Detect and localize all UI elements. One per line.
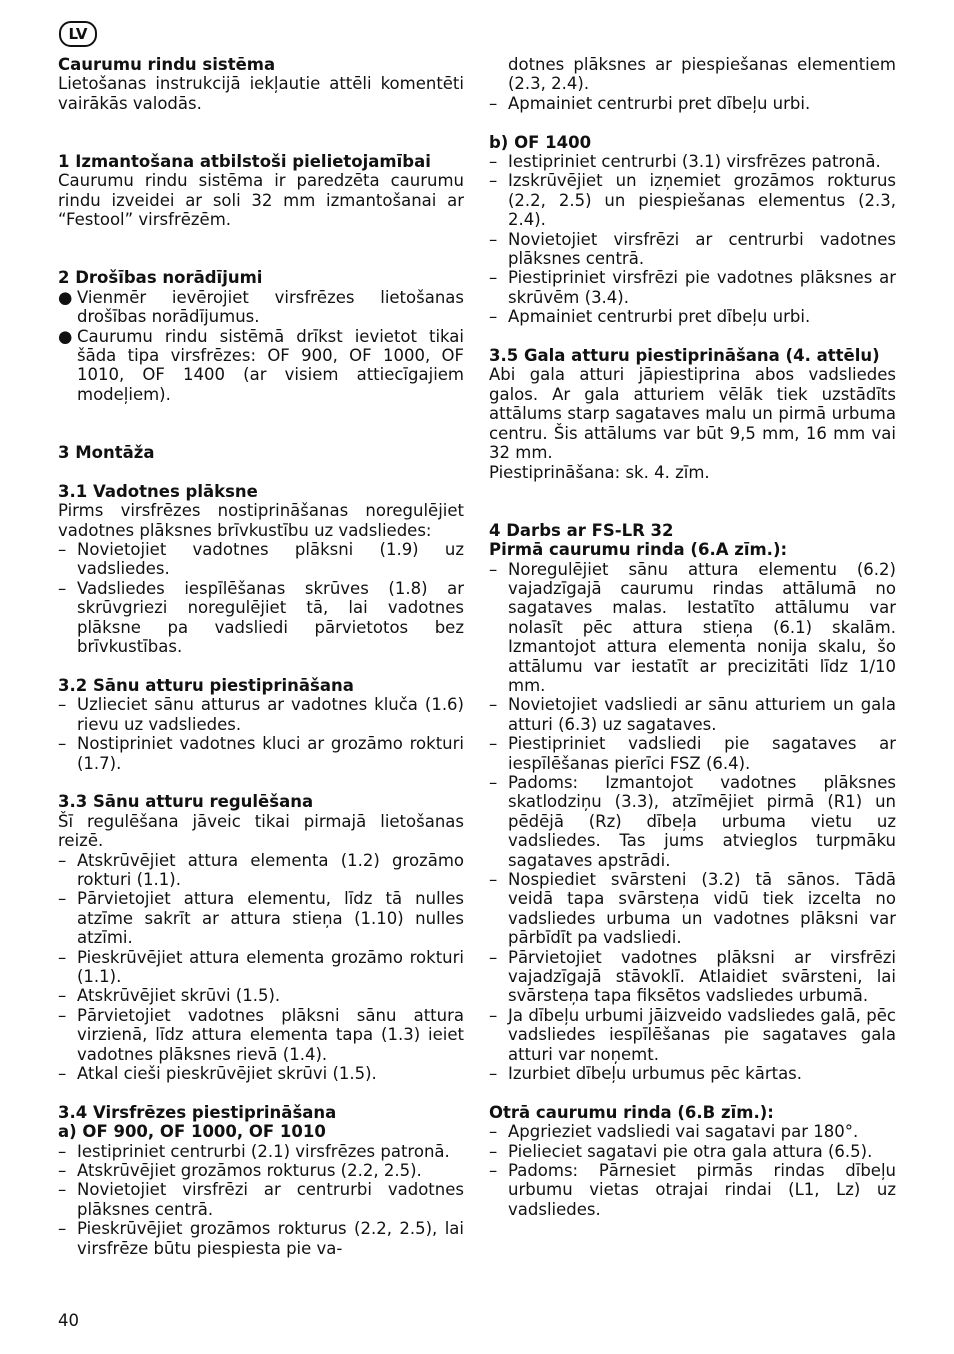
list-item: – Padoms: Izmantojot vadotnes plāksnes skatlodziņu (3.3), atzīmējiet pirmā (R1) un pēdējā (Rz) dībeļa urbuma vietu uz vadsliedes. Tas jums atvieglos turpmāku sagataves apstrādi. — [489, 772, 896, 870]
list-item: – Ja dībeļu urbumi jāizveido vadsliedes galā, pēc vadsliedes iespīlēšanas pie sagataves gala atturi var noņemt. — [489, 1005, 896, 1064]
list-item-continued: dotnes plāksnes ar piespiešanas elementiem (2.3, 2.4). — [508, 55, 896, 94]
section-2-heading: 2 Drošības norādījumi — [58, 268, 263, 288]
list-item: – Novietojiet vadsliedi ar sānu atturiem un gala atturi (6.3) uz sagataves. — [489, 695, 896, 734]
intro-text: Lietošanas instrukcijā iekļautie attēli komentēti vairākās valodās. — [58, 74, 464, 113]
list-item: – Nostipriniet vadotnes kluci ar grozāmo rokturi (1.7). — [58, 734, 464, 773]
right-column — [489, 55, 896, 1219]
list-item: – Vadsliedes iespīlēšanas skrūves (1.8) ar skrūvgriezi noregulējiet tā, lai vadotnes plāksne pa vadsliedi pārvietotos bez brīvkustības. — [58, 578, 464, 657]
list-item: – Pārvietojiet vadotnes plāksni sānu attura virzienā, līdz attura elementa tapa (1.3) ieiet vadotnes plāksnes rievā (1.4). — [58, 1005, 464, 1064]
list-item: – Iestipriniet centrurbi (2.1) virsfrēzes patronā. — [58, 1141, 450, 1161]
list-item: – Izurbiet dībeļu urbumus pēc kārtas. — [489, 1064, 803, 1084]
section-3-4a-heading: a) OF 900, OF 1000, OF 1010 — [58, 1122, 326, 1142]
list-item: – Novietojiet vadotnes plāksni (1.9) uz vadsliedes. — [58, 540, 464, 579]
page-number: 40 — [58, 1311, 79, 1330]
list-item: – Atskrūvējiet grozāmos rokturus (2.2, 2.5). — [58, 1161, 422, 1180]
section-3-3-heading: 3.3 Sānu atturu regulēšana — [58, 792, 314, 812]
section-3-1-text: Pirms virsfrēzes nostiprināšanas noregulējiet vadotnes plāksnes brīvkustību uz vadsliedes: — [58, 501, 464, 540]
list-item: ● Caurumu rindu sistēmā drīkst ievietot tikai šāda tipa virsfrēzes: OF 900, OF 1000, OF 1010, OF 1400 (ar visiem attiecīgajiem modeļiem). — [58, 326, 464, 404]
list-item: – Piestipriniet vadsliedi pie sagataves ar iespīlēšanas pierīci FSZ (6.4). — [489, 734, 896, 773]
section-4-heading: 4 Darbs ar FS-LR 32 — [489, 520, 674, 540]
list-item: – Padoms: Pārnesiet pirmās rindas dībeļu urbumu vietas otrajai rindai (L1, Lz) uz vadsliedes. — [489, 1161, 896, 1219]
list-item: ● Vienmēr ievērojiet virsfrēzes lietošanas drošības norādījumus. — [58, 287, 464, 327]
list-item: – Apmainiet centrurbi pret dībeļu urbi. — [489, 307, 811, 327]
list-item: – Pārvietojiet attura elementu, līdz tā nulles atzīme sakrīt ar attura stieņa (1.10) nulles atzīmi. — [58, 889, 464, 948]
section-3-4-heading: 3.4 Virsfrēzes piestiprināšana — [58, 1102, 337, 1122]
list-item: – Iestipriniet centrurbi (3.1) virsfrēzes patronā. — [489, 152, 881, 172]
list-item: – Uzlieciet sānu atturus ar vadotnes kluča (1.6) rievu uz vadsliedes. — [58, 695, 464, 734]
list-item: – Novietojiet virsfrēzi ar centrurbi vadotnes plāksnes centrā. — [58, 1180, 464, 1219]
list-item: – Apgrieziet vadsliedi vai sagatavi par 180°. — [489, 1122, 859, 1142]
language-badge: LV — [59, 21, 97, 47]
section-4b-heading: Otrā caurumu rinda (6.B zīm.): — [489, 1102, 774, 1122]
list-item: – Atkal cieši pieskrūvējiet skrūvi (1.5). — [58, 1063, 377, 1083]
list-item: – Novietojiet virsfrēzi ar centrurbi vadotnes plāksnes centrā. — [489, 229, 896, 269]
list-item: – Nospiediet svārsteni (3.2) tā sānos. Tādā veidā tapa svārsteņa vidū tiek izcelta no vadsliedes urbuma un vadotnes plāksni var pārbīdīt pa vadsliedi. — [489, 870, 896, 948]
list-item: – Izskrūvējiet un izņemiet grozāmos rokturus (2.2, 2.5) un piespiešanas elementus (2.3, 2.4). — [489, 171, 896, 230]
section-3-4b-heading: b) OF 1400 — [489, 132, 592, 152]
list-item: – Noregulējiet sānu attura elementu (6.2) vajadzīgajā caurumu rindas attālumā no sagataves malas. Iestatīto attālumu var nolasīt pēc attura stieņa (6.1) skalām. Izmantojot attura elementa nonija skalu, šo attālumu var iestatīt ar precizitāti līdz 1/10 mm. — [489, 559, 896, 695]
section-3-5-heading: 3.5 Gala atturu piestiprināšana (4. attēlu) — [489, 346, 880, 366]
list-item: – Piestipriniet virsfrēzi pie vadotnes plāksnes ar skrūvēm (3.4). — [489, 268, 896, 307]
section-3-heading: 3 Montāža — [58, 443, 155, 463]
list-item: – Pieskrūvējiet grozāmos rokturus (2.2, 2.5), lai virsfrēze būtu piespiesta pie va- — [58, 1219, 464, 1258]
section-3-3-text: Šī regulēšana jāveic tikai pirmajā lietošanas reizē. — [58, 811, 464, 851]
section-1-text: Caurumu rindu sistēma ir paredzēta caurumu rindu izveidei ar soli 32 mm izmantošanai ar “Festool” virsfrēzēm. — [58, 171, 464, 230]
list-item: – Atskrūvējiet skrūvi (1.5). — [58, 986, 281, 1006]
section-3-5-text: Abi gala atturi jāpiestiprina abos vadsliedes galos. Ar gala atturiem vēlāk tiek uzstādīts attālums starp sagataves malu un pirmā urbuma centru. Šis attālums var būt 9,5 mm, 16 mm vai 32 mm. — [489, 365, 896, 463]
section-3-5-text-2: Piestiprināšana: sk. 4. zīm. — [489, 462, 710, 482]
list-item: – Pārvietojiet vadotnes plāksni ar virsfrēzi vajadzīgajā stāvoklī. Atlaidiet svārsteni, lai svārsteņa tapa fiksētos vadsliedes urbumā. — [489, 947, 896, 1006]
section-1-heading: 1 Izmantošana atbilstoši pielietojamībai — [58, 152, 431, 171]
list-item: – Pieskrūvējiet attura elementa grozāmo rokturi (1.1). — [58, 947, 464, 986]
list-item: – Atskrūvējiet attura elementa (1.2) grozāmo rokturi (1.1). — [58, 850, 464, 889]
list-item: – Apmainiet centrurbi pret dībeļu urbi. — [489, 93, 811, 113]
left-column — [58, 55, 464, 1258]
list-item: – Pielieciet sagatavi pie otra gala attura (6.5). — [489, 1141, 873, 1161]
section-3-2-heading: 3.2 Sānu atturu piestiprināšana — [58, 675, 354, 695]
document-title: Caurumu rindu sistēma — [58, 55, 276, 74]
section-4a-heading: Pirmā caurumu rinda (6.A zīm.): — [489, 540, 788, 560]
section-3-1-heading: 3.1 Vadotnes plāksne — [58, 481, 258, 501]
